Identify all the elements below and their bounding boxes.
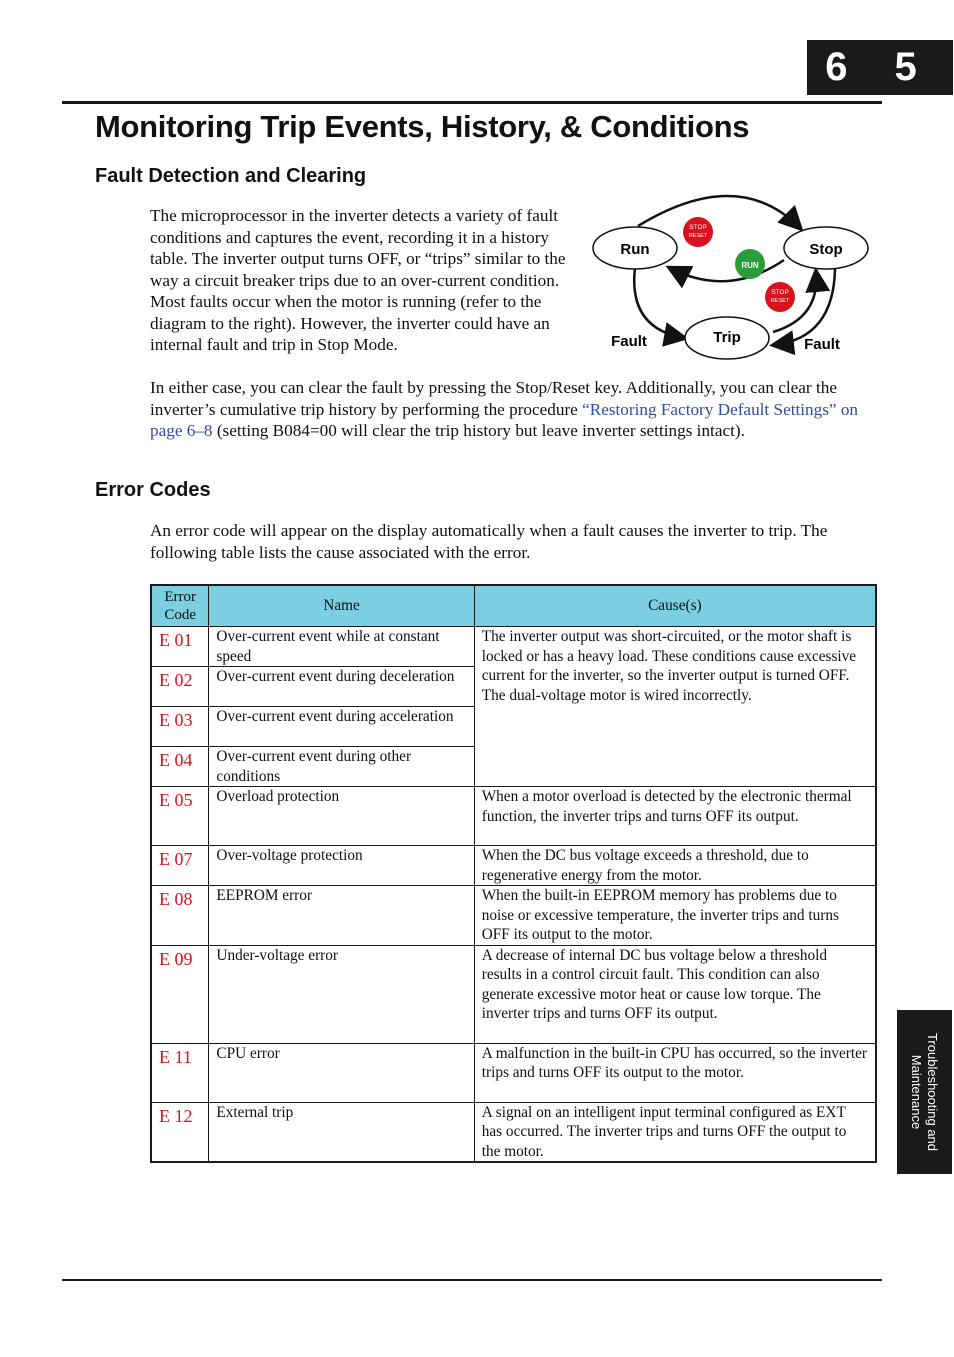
error-code: E 03: [151, 707, 209, 747]
overcurrent-cause: [474, 627, 876, 787]
fault-label-right: Fault: [804, 336, 840, 353]
trip-state-diagram: [588, 190, 888, 360]
error-code: E 08: [151, 886, 209, 946]
header-error-code: Error Code: [151, 585, 209, 627]
error-name: External trip: [209, 1102, 474, 1162]
clear-fault-text-2: (setting B084=00 will clear the trip history but leave inverter settings intact).: [212, 421, 745, 440]
error-code: E 07: [151, 846, 209, 886]
stop-reset-key-icon-bottom: [765, 282, 795, 312]
error-cause: When a motor overload is detected by the electronic thermal function, the inverter trips and turns OFF its output.: [474, 787, 876, 846]
trip-state-label: Trip: [713, 329, 741, 346]
top-rule: [62, 101, 882, 104]
fault-detection-paragraph: The microprocessor in the inverter detects a variety of fault conditions and captures the event, recording it in a history table. The inverter output turns OFF, or “trips” similar to the way a circuit breaker trips due to an over-current condition. Most faults occur when the motor is running (refer to the diagram to the right). However, the inverter could have an internal fault and trip in Stop Mode.: [150, 206, 566, 354]
error-name: CPU error: [209, 1043, 474, 1102]
error-name: Over-current event while at constant speed: [209, 627, 474, 667]
stop-key-label-bottom-1: STOP: [771, 289, 789, 296]
header-name: Name: [209, 585, 474, 627]
table-row: [151, 1102, 876, 1162]
error-name: Over-voltage protection: [209, 846, 474, 886]
restoring-defaults-link[interactable]: “Restoring Factory Default Settings” on page 6–8: [150, 399, 859, 440]
table-row: [151, 627, 876, 667]
error-name: Overload protection: [209, 787, 474, 846]
error-cause: When the DC bus voltage exceeds a threshold, due to regenerative energy from the motor.: [474, 846, 876, 886]
overcurrent-cause-text-1: The inverter output was short-circuited, or the motor shaft is locked or has a heavy load. These conditions cause excessive current for the inverter, so the inverter output is turned OFF.: [481, 628, 857, 684]
error-cause: When the built-in EEPROM memory has problems due to noise or excessive temperature, the inverter trips and turns OFF its output to the motor.: [474, 886, 876, 946]
clear-fault-paragraph: [150, 377, 875, 442]
section-heading-error-codes: Error Codes: [95, 479, 211, 501]
table-header-row: [151, 585, 876, 627]
stop-state-label: Stop: [809, 241, 843, 258]
error-code: E 01: [151, 627, 209, 667]
error-code: E 12: [151, 1102, 209, 1162]
error-cause: A malfunction in the built-in CPU has occurred, so the inverter trips and turns OFF its output to the motor.: [474, 1043, 876, 1102]
bottom-rule: [62, 1279, 882, 1281]
table-row: [151, 787, 876, 846]
run-key-label: RUN: [741, 261, 759, 270]
chapter-side-tab: [897, 1010, 952, 1174]
error-name: Over-current event during deceleration: [209, 667, 474, 707]
table-row: [151, 1043, 876, 1102]
stop-key-label-bottom-2: RESET: [770, 298, 790, 304]
error-code-table: [150, 584, 877, 1163]
stop-key-label-top-2: RESET: [688, 233, 708, 239]
run-state-label: Run: [620, 241, 650, 258]
error-name: Over-current event during acceleration: [209, 707, 474, 747]
error-codes-paragraph: An error code will appear on the display automatically when a fault causes the inverter to trip. The following table lists the cause associated with the error.: [150, 521, 828, 562]
error-code: E 11: [151, 1043, 209, 1102]
stop-key-label-top-1: STOP: [689, 224, 707, 231]
error-name: Under-voltage error: [209, 945, 474, 1043]
table-row: [151, 886, 876, 946]
section-heading-fault-detection: Fault Detection and Clearing: [95, 165, 367, 187]
fault-label-left: Fault: [611, 333, 647, 350]
page-number: 6 5: [807, 40, 953, 95]
error-name: Over-current event during other conditions: [209, 747, 474, 787]
table-row: [151, 846, 876, 886]
stop-reset-key-icon-top: [683, 217, 713, 247]
error-code: E 09: [151, 945, 209, 1043]
error-cause: A decrease of internal DC bus voltage below a threshold results in a control circuit fault. This condition can also generate excessive motor heat or cause low torque. The inverter trips and turns OFF its output.: [474, 945, 876, 1043]
side-tab-line-2: Maintenance: [909, 1054, 925, 1130]
error-name: EEPROM error: [209, 886, 474, 946]
error-code: E 04: [151, 747, 209, 787]
side-tab-line-1: Troubleshooting and: [925, 1032, 941, 1152]
header-causes: Cause(s): [474, 585, 876, 627]
error-cause: A signal on an intelligent input terminal configured as EXT has occurred. The inverter trips and turns OFF the output to the motor.: [474, 1102, 876, 1162]
overcurrent-cause-text-2: The dual-voltage motor is wired incorrectly.: [481, 686, 752, 704]
page-title: Monitoring Trip Events, History, & Conditions: [95, 109, 750, 144]
error-code: E 05: [151, 787, 209, 846]
clear-fault-text-1: In either case, you can clear the fault by pressing the Stop/Reset key. Additionally, you can clear the inverter’s cumulative trip history by performing the procedure: [150, 378, 837, 419]
table-row: [151, 945, 876, 1043]
error-code: E 02: [151, 667, 209, 707]
